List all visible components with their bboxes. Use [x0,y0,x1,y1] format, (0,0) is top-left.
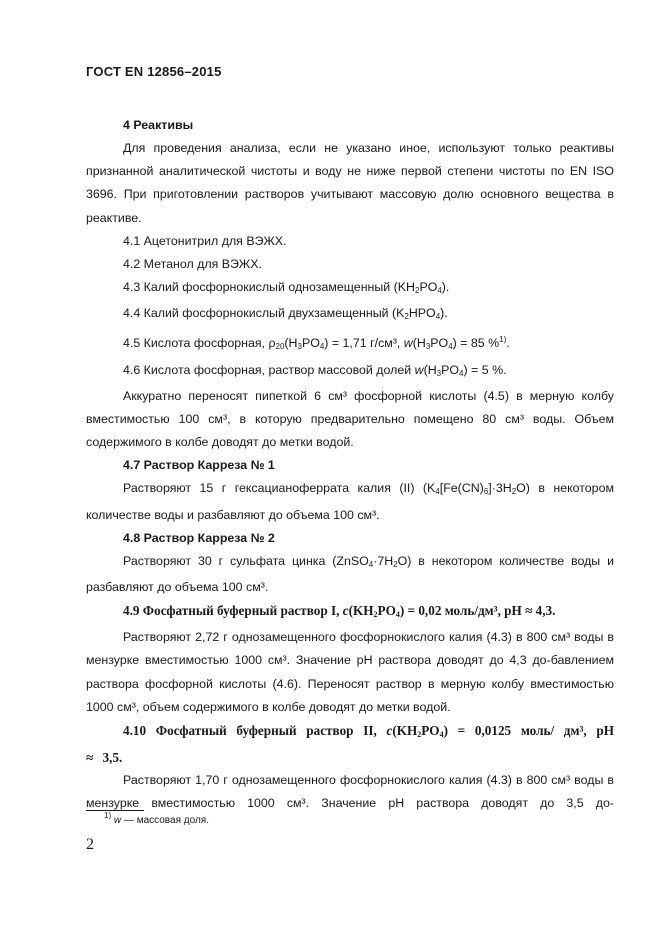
page-body [86,114,614,816]
footnote: $^{1)}$ w — массовая доля. [104,811,209,826]
section-title: 4 Реактивы [123,118,194,132]
section-intro: Для проведения анализа, если не указано иное, используют только реактивы признанной аналитической чистоты и воду не ниже первой степени чистоты по EN ISO 3696. При приготовлении растворов учитывают массовую долю основного вещества в реактиве. [86,141,614,225]
item-4-7-text: Растворяют 15 г гексацианоферрата калия (II) $(K_4[Fe(CN)_6]\cdot 3H_2O)$ в некотором количестве воды и разбавляют до объема 100 см³. [86,481,614,522]
item-4-8-title: 4.8 Раствор Карреза № 2 [123,530,275,545]
item-4-6-procedure: Аккуратно переносят пипеткой 6 см³ фосфорной кислоты (4.5) в мерную колбу вместимостью 100 см³, в которую предварительно помещено 80 см³ воды. Объем содержимого в колбе доводят до метки водой. [86,388,614,450]
item-4-8-text: Растворяют 30 г сульфата цинка $(ZnSO_4\cdot 7H_2O)$ в некотором количестве воды и разбавляют до объема 100 см³. [86,553,614,594]
item-4-4: 4.4 Калий фосфорнокислый двухзамещенный $(K_2HPO_4)$. [123,306,448,322]
item-4-3: 4.3 Калий фосфорнокислый однозамещенный $(KH_2PO_4)$. [123,280,450,296]
item-4-6: 4.6 Кислота фосфорная, раствор массовой долей $w(H_3PO_4) = 5$ %. [123,362,507,378]
item-4-9-title: 4.9 Фосфатный буферный раствор I, $c(KH_2PO_4) = 0,02$ моль/дм³, pH ≈ 4,3. [123,603,556,620]
page-number: 2 [86,836,94,853]
footnote-ref: 1) [499,335,507,345]
item-4-5: 4.5 Кислота фосфорная, $\rho_{20}(H_3PO_4) = 1,71$ г/см³, $w(H_3PO_4) = 85$ %$^{1)}$. [123,335,510,352]
item-4-1: 4.1 Ацетонитрил для ВЭЖХ. [123,233,287,248]
item-4-7-title: 4.7 Раствор Карреза № 1 [123,458,275,473]
item-4-9-text: Растворяют 2,72 г однозамещенного фосфорнокислого калия (4.3) в 800 см³ воды в мензурке вместимостью 1000 см³. Значение pH раствора доводят до 4,3 до-бавлением раствора фосфорной кислоты (4.6). Переносят раствор в мерную колбу вместимостью 1000 см³, объем содержимого в колбе доводят до метки водой. [86,630,614,714]
item-4-10-title: 4.10 Фосфатный буферный раствор II, $c(KH_2PO_4) = 0,0125$ моль/ дм³, pH ≈ 3,5. [86,722,615,766]
item-4-10-text: Растворяют 1,70 г однозамещенного фосфорнокислого калия (4.3) в 800 см³ воды в мензурке вместимостью 1000 см³. Значение pH раствора доводят до 3,5 до- [86,773,614,811]
document-code: ГОСТ EN 12856–2015 [86,64,222,79]
item-4-2: 4.2 Метанол для ВЭЖХ. [123,256,262,271]
